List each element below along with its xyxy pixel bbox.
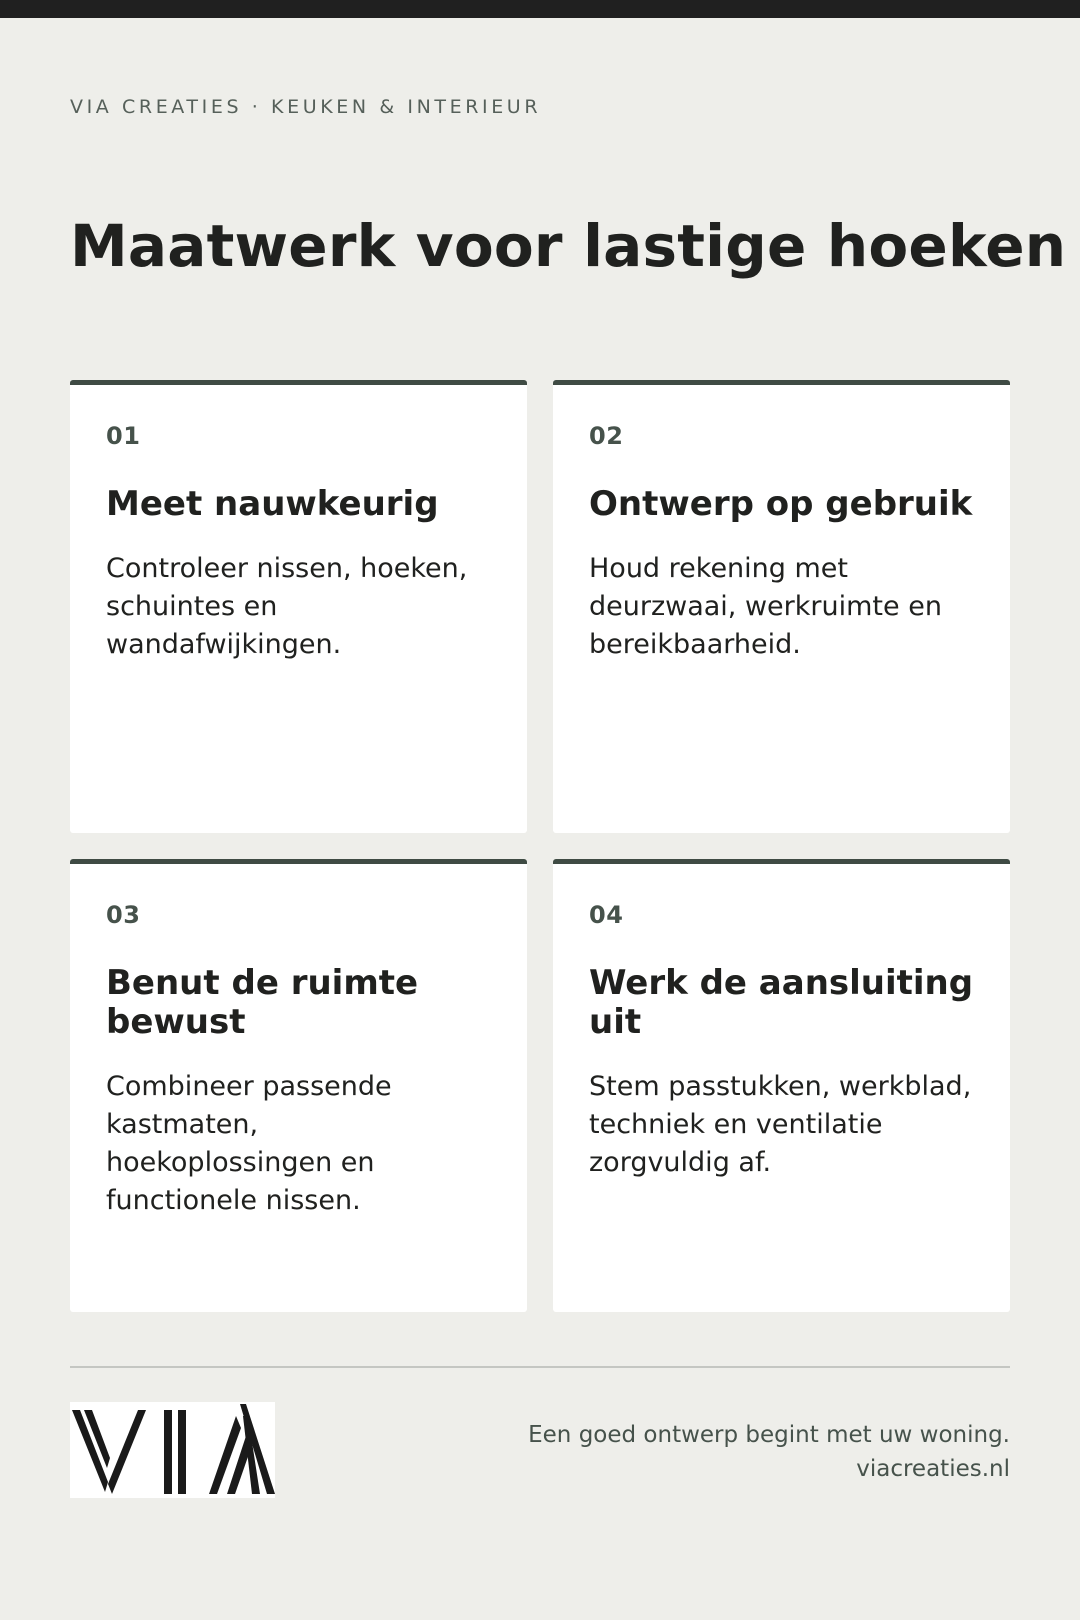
steps-grid (70, 380, 1010, 1312)
step-title: Ontwerp op gebruik (589, 484, 973, 524)
footer-text (528, 1418, 1010, 1486)
brand-eyebrow: VIA CREATIES · KEUKEN & INTERIEUR (70, 96, 542, 118)
step-description: Combineer passende kastmaten, hoekoplossingen en functionele nissen. (106, 1071, 392, 1216)
step-title: Benut de ruimte bewust (106, 963, 419, 1042)
via-logo (70, 1402, 275, 1498)
step-card-2 (553, 380, 1010, 833)
step-number: 01 (106, 422, 141, 450)
step-title: Meet nauwkeurig (106, 484, 439, 524)
step-description: Controleer nissen, hoeken, schuintes en wandafwijkingen. (106, 553, 468, 660)
page-title: Maatwerk voor lastige hoeken (70, 212, 1067, 280)
step-description: Stem passtukken, werkblad, techniek en ventilatie zorgvuldig af. (589, 1071, 972, 1178)
step-description: Houd rekening met deurzwaai, werkruimte en bereikbaarheid. (589, 553, 942, 660)
step-card-1 (70, 380, 527, 833)
step-number: 04 (589, 901, 624, 929)
footer-website: viacreaties.nl (856, 1456, 1010, 1482)
step-number: 02 (589, 422, 624, 450)
step-card-4 (553, 859, 1010, 1312)
step-title: Werk de aansluiting uit (589, 963, 974, 1042)
step-card-3 (70, 859, 527, 1312)
top-bar (0, 0, 1080, 18)
step-number: 03 (106, 901, 141, 929)
footer-divider (70, 1366, 1010, 1368)
footer-tagline: Een goed ontwerp begint met uw woning. (528, 1422, 1010, 1448)
